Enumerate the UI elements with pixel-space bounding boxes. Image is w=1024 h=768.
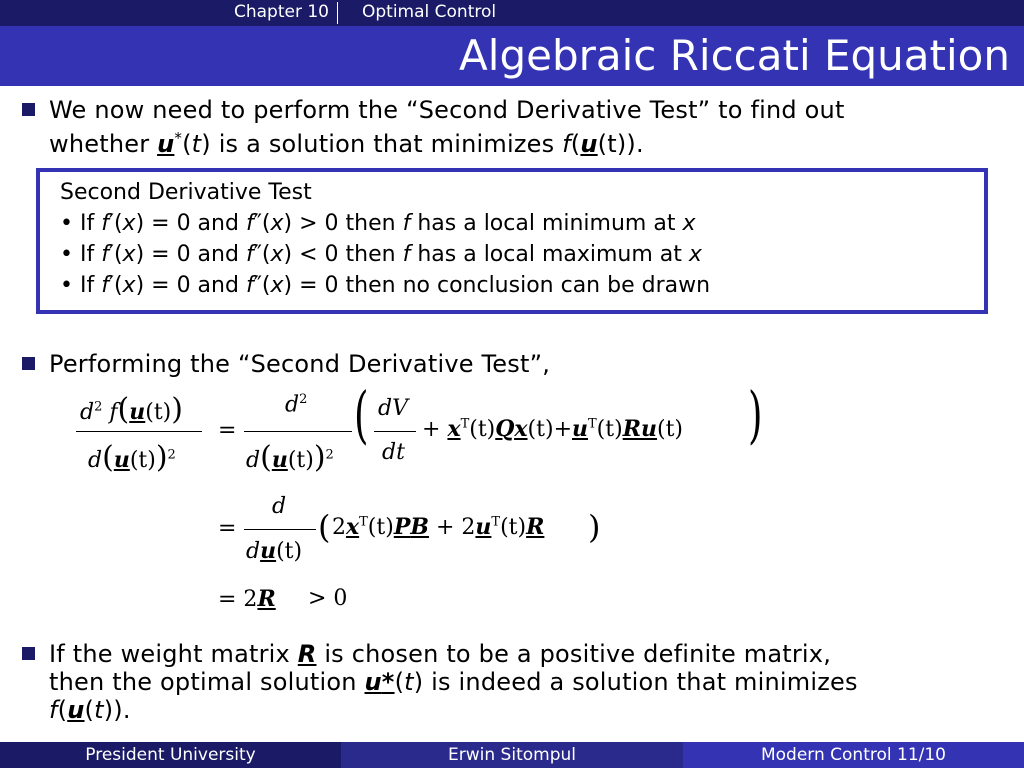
bullet-square-icon (22, 103, 35, 116)
footer-institution: President University (0, 742, 341, 768)
bullet3-line3: f(u(t)). (49, 696, 131, 724)
second-derivative-test-box (36, 168, 988, 314)
eq1-rhs-denominator: $d(u(t))^2$ (246, 440, 334, 475)
eq1-dVdt-bar (374, 431, 416, 432)
footer-author: Erwin Sitompul (341, 742, 683, 768)
eq3-positive: > 0 (308, 586, 348, 611)
bullet-square-icon (22, 357, 35, 370)
eq1-lhs-numerator: $d^2$ f(u(t)) (80, 392, 183, 427)
eq1-dV: dV (378, 396, 408, 421)
eq2-terms: $2x^T(t)PB + 2u^T(t)R$ (332, 514, 545, 540)
eq1-lhs-denominator: $d(u(t))^2$ (88, 440, 176, 475)
eq2-paren-left: ( (318, 508, 331, 546)
box-row-inconclusive: • If f′(x) = 0 and f″(x) = 0 then no conclusion can be drawn (60, 273, 711, 298)
bullet1-line1: We now need to perform the “Second Derivative Test” to find out (49, 96, 845, 124)
box-title: Second Derivative Test (60, 180, 312, 205)
bullet1-text (49, 96, 845, 158)
eq2-paren-right: ) (588, 508, 601, 546)
footer-bar (0, 742, 1024, 768)
chapter-label: Chapter 10 (234, 2, 338, 24)
eq2-numerator: d (272, 494, 287, 519)
box-row-maximum: • If f′(x) = 0 and f″(x) < 0 then f has a local maximum at x (60, 242, 702, 267)
eq1-dt: dt (382, 440, 405, 465)
section-label: Optimal Control (362, 2, 497, 22)
bullet3-line2: then the optimal solution u*(t) is indeed a solution that minimizes (49, 668, 858, 696)
eq1-lhs-fraction-bar (76, 431, 202, 432)
eq2-denominator: du(t) (246, 538, 303, 564)
box-row-minimum: • If f′(x) = 0 and f″(x) > 0 then f has a local minimum at x (60, 211, 696, 236)
eq1-rhs-numerator: $d^2$ (285, 392, 308, 418)
eq1-big-paren-left: ( (354, 378, 369, 451)
footer-course-page: Modern Control 11/10 (683, 742, 1024, 768)
bullet3-line1: If the weight matrix R is chosen to be a positive definite matrix, (49, 640, 832, 668)
bullet3-text (49, 640, 858, 724)
eq1-terms: + $x^T(t)Qx(t)+u^T(t)Ru(t)$ (422, 416, 683, 442)
bullet-square-icon (22, 647, 35, 660)
eq3-equals: = 2R (218, 586, 276, 612)
bullet1-line2: whether u*(t) is a solution that minimizes f(u(t)). (49, 129, 644, 158)
header-bar (0, 0, 1024, 26)
eq1-equals: = (218, 418, 237, 443)
title-bar (0, 26, 1024, 86)
eq2-fraction-bar (244, 529, 316, 530)
eq2-equals: = (218, 516, 237, 541)
eq1-big-paren-right: ) (748, 378, 763, 451)
bullet2-text: Performing the “Second Derivative Test”, (49, 350, 551, 378)
slide-title: Algebraic Riccati Equation (459, 31, 1010, 80)
eq1-rhs-fraction-bar (244, 431, 352, 432)
